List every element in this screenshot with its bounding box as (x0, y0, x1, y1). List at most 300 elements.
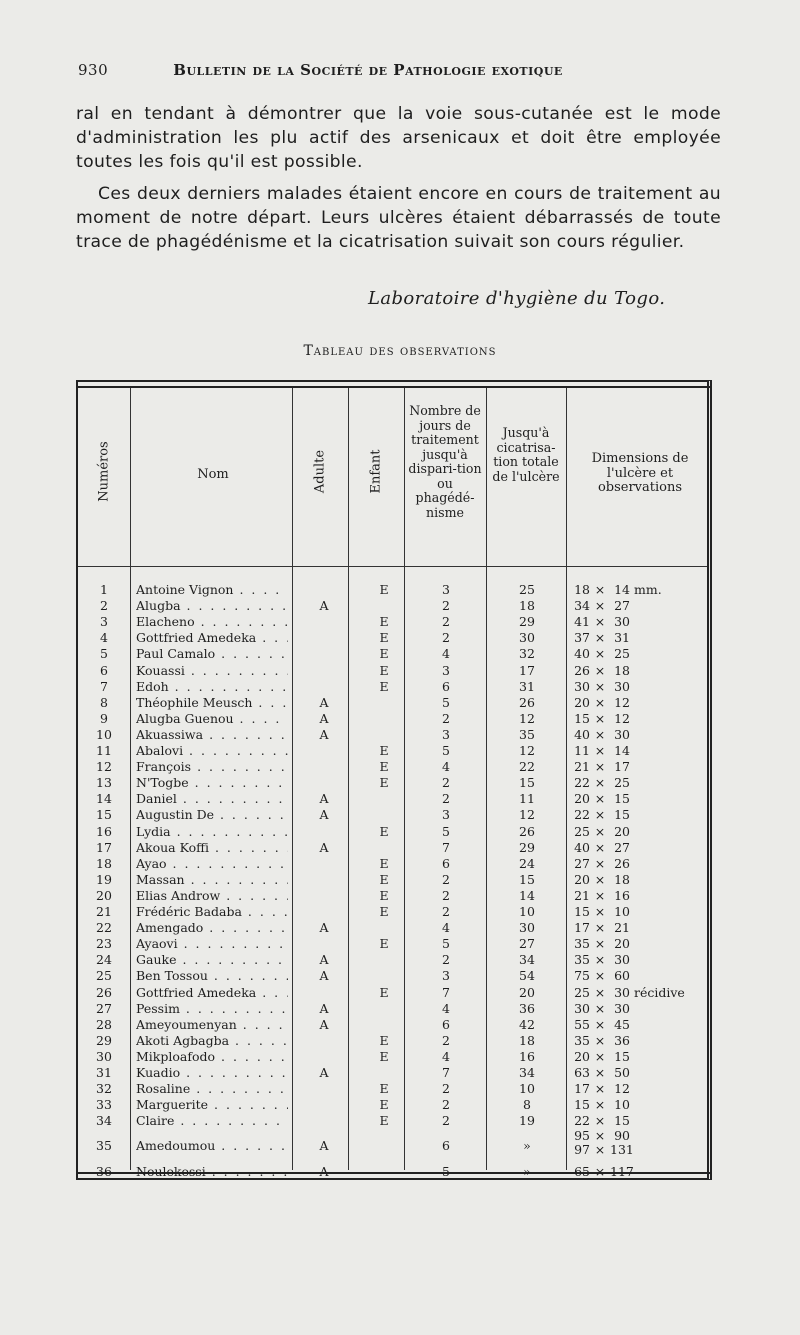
healing-days: 15 (519, 871, 535, 887)
times-sign: × (594, 1142, 606, 1158)
table-row (78, 888, 710, 904)
dim-width: 65 (574, 1163, 590, 1179)
adult-mark: A (319, 791, 329, 807)
times-sign: × (594, 662, 606, 678)
dim-width: 37 (574, 630, 590, 646)
healing-days: 10 (519, 904, 535, 919)
dim-height: 27 (614, 839, 630, 855)
row-number: 23 (96, 936, 112, 952)
dim-width: 18 (574, 582, 590, 597)
times-sign: × (594, 759, 606, 775)
times-sign: × (594, 1163, 606, 1179)
treatment-days: 4 (442, 920, 450, 936)
dim-height: 27 (614, 598, 630, 614)
dim-height: 20 (614, 936, 630, 952)
row-number: 1 (100, 582, 108, 597)
patient-name: Noulekessi . . . (136, 1164, 288, 1179)
row-number: 11 (96, 743, 112, 758)
treatment-days: 5 (442, 1163, 450, 1179)
dim-width: 22 (574, 1113, 590, 1129)
dim-width: 20 (574, 1048, 590, 1064)
table-row (78, 791, 710, 807)
dim-height: 90 (614, 1128, 630, 1144)
patient-name: Daniel . . . (136, 791, 288, 806)
child-mark: E (379, 759, 389, 775)
treatment-days: 2 (442, 1097, 450, 1113)
healing-days: 30 (519, 920, 535, 936)
dim-height: 12 (614, 694, 630, 710)
header-rule (78, 566, 707, 567)
dim-height: 30 (614, 1000, 630, 1016)
child-mark: E (379, 936, 389, 952)
table-row (78, 1113, 710, 1129)
adult-mark: A (319, 1138, 329, 1154)
treatment-days: 7 (442, 1065, 450, 1080)
adult-mark: A (319, 726, 329, 742)
times-sign: × (594, 694, 606, 710)
adult-mark: A (319, 1000, 329, 1016)
healing-days: 26 (519, 823, 535, 839)
table-row (78, 727, 710, 743)
dim-width: 26 (574, 662, 590, 678)
patient-name: Ameyoumenyan . . . (136, 1017, 288, 1032)
paragraph-2: Ces deux derniers malades étaient encore en cours de traitement au moment de notre départ. Leurs ulcères étaient débarrassés de toute trace de phagédénisme et la cicatrisation suivait son cours régulier. (76, 184, 721, 252)
healing-days: 30 (519, 630, 535, 646)
treatment-days: 2 (442, 598, 450, 614)
adult-mark: A (319, 710, 329, 726)
dim-height: 30 (614, 726, 630, 742)
dim-height: 21 (614, 920, 630, 936)
times-sign: × (594, 920, 606, 936)
treatment-days: 5 (442, 694, 450, 710)
dim-width: 15 (574, 1097, 590, 1113)
patient-name: Akoua Koffi . . . (136, 840, 288, 855)
treatment-days: 3 (442, 968, 450, 984)
healing-days: 54 (519, 968, 535, 984)
patient-name: Lydia . . . (136, 824, 288, 839)
ulcer-dimensions (570, 614, 710, 629)
ulcer-dimensions (570, 1017, 710, 1032)
ulcer-dimensions (570, 743, 710, 758)
ulcer-dimensions (570, 695, 710, 710)
healing-days: 17 (519, 662, 535, 678)
table-row (78, 759, 710, 775)
dim-width: 41 (574, 614, 590, 630)
row-number: 9 (100, 710, 108, 726)
times-sign: × (594, 952, 606, 968)
dim-height: 30 (614, 984, 630, 1000)
treatment-days: 5 (442, 743, 450, 758)
treatment-days: 2 (442, 775, 450, 791)
treatment-days: 2 (442, 791, 450, 807)
patient-name: Kouassi . . . (136, 663, 288, 678)
times-sign: × (594, 855, 606, 871)
child-mark: E (379, 855, 389, 871)
ulcer-dimensions (570, 1001, 710, 1016)
times-sign: × (594, 1032, 606, 1048)
row-number: 29 (96, 1032, 112, 1048)
times-sign: × (594, 582, 606, 597)
row-number: 15 (96, 807, 112, 823)
patient-name: Massan . . . (136, 872, 288, 887)
dim-width: 30 (574, 678, 590, 694)
table-row (78, 872, 710, 888)
dim-height: 15 (614, 1048, 630, 1064)
healing-days: 11 (519, 791, 535, 807)
treatment-days: 2 (442, 710, 450, 726)
times-sign: × (594, 968, 606, 984)
dim-height: 30 (614, 952, 630, 968)
child-mark: E (379, 582, 389, 597)
dim-width: 40 (574, 726, 590, 742)
dim-width: 20 (574, 694, 590, 710)
times-sign: × (594, 807, 606, 823)
dim-width: 21 (574, 759, 590, 775)
table-row (78, 1049, 710, 1065)
table-top-rule (76, 386, 712, 388)
ulcer-dimensions (570, 727, 710, 742)
child-mark: E (379, 904, 389, 919)
ulcer-dimensions (570, 872, 710, 887)
times-sign: × (594, 743, 606, 758)
adult-mark: A (319, 1163, 329, 1179)
treatment-days: 2 (442, 630, 450, 646)
ulcer-dimensions (570, 888, 710, 903)
adult-mark: A (319, 1065, 329, 1080)
table-row (78, 582, 710, 598)
table-row (78, 968, 710, 984)
treatment-days: 2 (442, 871, 450, 887)
treatment-days: 4 (442, 1000, 450, 1016)
row-number: 36 (96, 1163, 112, 1179)
treatment-days: 4 (442, 759, 450, 775)
header-nombre-jours: Nombre de jours de traitement jusqu'à dispari-tion ou phagédé-nisme (408, 403, 482, 520)
row-number: 33 (96, 1097, 112, 1113)
ulcer-dimensions (570, 1065, 710, 1080)
row-number: 10 (96, 726, 112, 742)
times-sign: × (594, 1016, 606, 1032)
ulcer-dimensions (570, 711, 710, 726)
adult-mark: A (319, 694, 329, 710)
times-sign: × (594, 871, 606, 887)
child-mark: E (379, 743, 389, 758)
dim-width: 20 (574, 871, 590, 887)
treatment-days: 2 (442, 904, 450, 919)
row-number: 35 (96, 1138, 112, 1154)
child-mark: E (379, 1097, 389, 1113)
healing-days: 19 (519, 1113, 535, 1129)
child-mark: E (379, 1113, 389, 1129)
header-cicatrisation: Jusqu'à cicatrisa-tion totale de l'ulcère (492, 425, 560, 484)
ulcer-dimensions (570, 840, 710, 855)
dim-width: 22 (574, 775, 590, 791)
dim-width: 17 (574, 1081, 590, 1097)
patient-name: Gauke . . . (136, 952, 288, 967)
ulcer-dimensions (570, 646, 710, 661)
row-number: 26 (96, 984, 112, 1000)
ulcer-dimensions (570, 1049, 710, 1064)
row-number: 14 (96, 791, 112, 807)
dim-height: 15 (614, 791, 630, 807)
patient-name: Ayaovi . . . (136, 936, 288, 951)
table-row (78, 952, 710, 968)
treatment-days: 4 (442, 1048, 450, 1064)
dim-height-second: 131 (610, 1142, 634, 1158)
dim-width: 15 (574, 904, 590, 919)
dim-width: 35 (574, 936, 590, 952)
dim-width: 27 (574, 855, 590, 871)
patient-name: Antoine Vignon . . . (136, 582, 288, 597)
table-row (78, 646, 710, 662)
dim-width: 35 (574, 1032, 590, 1048)
healing-days: » (523, 1163, 531, 1179)
dim-height: 14 (614, 582, 630, 597)
row-number: 25 (96, 968, 112, 984)
adult-mark: A (319, 807, 329, 823)
patient-name: Gottfried Amedeka . . . (136, 985, 288, 1000)
row-number: 28 (96, 1016, 112, 1032)
patient-name: Edoh . . . (136, 679, 288, 694)
dim-width: 55 (574, 1016, 590, 1032)
row-number: 20 (96, 887, 112, 903)
times-sign: × (594, 1065, 606, 1080)
healing-days: 26 (519, 694, 535, 710)
healing-days: 22 (519, 759, 535, 775)
ulcer-dimensions (570, 775, 710, 790)
table-row (78, 598, 710, 614)
healing-days: 31 (519, 678, 535, 694)
patient-name: Alugba . . . (136, 598, 288, 613)
ulcer-dimensions (570, 856, 710, 871)
patient-name: Ben Tossou . . . (136, 968, 288, 983)
dim-width: 95 (574, 1128, 590, 1144)
dim-height: 25 (614, 646, 630, 662)
table-row (78, 711, 710, 727)
patient-name: N'Togbe . . . (136, 775, 288, 790)
healing-days: 27 (519, 936, 535, 952)
patient-name: Ayao . . . (136, 856, 288, 871)
healing-days: 36 (519, 1000, 535, 1016)
child-mark: E (379, 823, 389, 839)
patient-name: Elacheno . . . (136, 614, 288, 629)
table-row (78, 663, 710, 679)
patient-name: Frédéric Badaba . . . (136, 904, 288, 919)
ulcer-dimensions (570, 807, 710, 822)
ulcer-dimensions (570, 630, 710, 645)
times-sign: × (594, 887, 606, 903)
dim-height: 20 (614, 823, 630, 839)
row-number: 21 (96, 904, 112, 919)
treatment-days: 6 (442, 678, 450, 694)
dim-height: 10 (614, 1097, 630, 1113)
ulcer-dimensions (570, 598, 710, 613)
row-number: 27 (96, 1000, 112, 1016)
header-numeros: Numéros (96, 441, 112, 502)
healing-days: 29 (519, 614, 535, 630)
treatment-days: 3 (442, 662, 450, 678)
treatment-days: 3 (442, 582, 450, 597)
table-row (78, 856, 710, 872)
patient-name: Amengado . . . (136, 920, 288, 935)
header-enfant: Enfant (368, 449, 384, 494)
child-mark: E (379, 1032, 389, 1048)
dim-width: 15 (574, 710, 590, 726)
treatment-days: 7 (442, 984, 450, 1000)
treatment-days: 2 (442, 952, 450, 968)
table-row (78, 1128, 710, 1158)
paragraph-1: ral en tendant à démontrer que la voie sous-cutanée est le mode d'administration les plu actif des arsenicaux et doit être employée toutes les fois qu'il est possible. (76, 104, 721, 172)
patient-name: Abalovi . . . (136, 743, 288, 758)
row-number: 32 (96, 1081, 112, 1097)
dim-height: 25 (614, 775, 630, 791)
dim-height: 26 (614, 855, 630, 871)
healing-days: 8 (523, 1097, 531, 1113)
ulcer-dimensions (570, 582, 710, 597)
table-row (78, 775, 710, 791)
ulcer-dimensions (570, 985, 710, 1000)
child-mark: E (379, 678, 389, 694)
treatment-days: 6 (442, 1138, 450, 1154)
row-number: 2 (100, 598, 108, 614)
dim-height: 18 (614, 662, 630, 678)
table-row (78, 824, 710, 840)
ulcer-dimensions (570, 679, 710, 694)
observation-note: mm. (634, 582, 662, 597)
patient-name: Paul Camalo . . . (136, 646, 288, 661)
header-nom: Nom (197, 467, 229, 482)
dim-width: 30 (574, 1000, 590, 1016)
dim-width: 75 (574, 968, 590, 984)
times-sign: × (594, 1113, 606, 1129)
table-row (78, 614, 710, 630)
patient-name: Gottfried Amedeka . . . (136, 630, 288, 645)
child-mark: E (379, 1081, 389, 1097)
healing-days: 18 (519, 598, 535, 614)
dim-height: 15 (614, 1113, 630, 1129)
treatment-days: 5 (442, 936, 450, 952)
dim-height: 18 (614, 871, 630, 887)
row-number: 12 (96, 759, 112, 775)
row-number: 34 (96, 1113, 112, 1129)
dim-height: 12 (614, 1081, 630, 1097)
ulcer-dimensions (570, 936, 710, 951)
journal-title: Bulletin de la Société de Pathologie exotique (173, 61, 563, 79)
times-sign: × (594, 1128, 606, 1144)
patient-name: François . . . (136, 759, 288, 774)
table-row (78, 985, 710, 1001)
header-adulte: Adulte (312, 449, 328, 494)
treatment-days: 2 (442, 1032, 450, 1048)
healing-days: » (523, 1138, 531, 1154)
times-sign: × (594, 1097, 606, 1113)
treatment-days: 6 (442, 855, 450, 871)
child-mark: E (379, 984, 389, 1000)
table-row (78, 1081, 710, 1097)
healing-days: 16 (519, 1048, 535, 1064)
table-row (78, 1033, 710, 1049)
ulcer-dimensions (570, 1129, 710, 1157)
times-sign: × (594, 823, 606, 839)
healing-days: 12 (519, 710, 535, 726)
row-number: 22 (96, 920, 112, 936)
patient-name: Pessim . . . (136, 1001, 288, 1016)
dim-height: 10 (614, 904, 630, 919)
patient-name: Augustin De . . . (136, 807, 288, 822)
child-mark: E (379, 630, 389, 646)
ulcer-dimensions (570, 1164, 710, 1179)
dim-height: 31 (614, 630, 630, 646)
dim-width: 21 (574, 887, 590, 903)
dim-width: 25 (574, 984, 590, 1000)
table-row (78, 904, 710, 920)
adult-mark: A (319, 839, 329, 855)
adult-mark: A (319, 952, 329, 968)
dim-width: 20 (574, 791, 590, 807)
patient-name: Marguerite . . . (136, 1097, 288, 1112)
row-number: 16 (96, 823, 112, 839)
header-dimensions: Dimensions de l'ulcère et observations (591, 451, 689, 495)
patient-name: Alugba Guenou . . . (136, 711, 288, 726)
healing-days: 34 (519, 1065, 535, 1080)
row-number: 18 (96, 855, 112, 871)
dim-height: 117 (610, 1163, 634, 1179)
treatment-days: 2 (442, 887, 450, 903)
row-number: 13 (96, 775, 112, 791)
ulcer-dimensions (570, 952, 710, 967)
healing-days: 35 (519, 726, 535, 742)
row-number: 7 (100, 678, 108, 694)
ulcer-dimensions (570, 824, 710, 839)
row-number: 4 (100, 630, 108, 646)
dim-width: 40 (574, 646, 590, 662)
patient-name: Elias Androw . . . (136, 888, 288, 903)
healing-days: 12 (519, 743, 535, 758)
ulcer-dimensions (570, 904, 710, 919)
table-row (78, 679, 710, 695)
row-number: 24 (96, 952, 112, 968)
healing-days: 42 (519, 1016, 535, 1032)
dim-width: 25 (574, 823, 590, 839)
patient-name: Mikploafodo . . . (136, 1049, 288, 1064)
ulcer-dimensions (570, 1081, 710, 1096)
healing-days: 18 (519, 1032, 535, 1048)
dim-height: 45 (614, 1016, 630, 1032)
treatment-days: 5 (442, 823, 450, 839)
treatment-days: 3 (442, 807, 450, 823)
times-sign: × (594, 710, 606, 726)
dim-width: 17 (574, 920, 590, 936)
table-row (78, 936, 710, 952)
times-sign: × (594, 984, 606, 1000)
adult-mark: A (319, 1016, 329, 1032)
adult-mark: A (319, 920, 329, 936)
table-row (78, 1001, 710, 1017)
healing-days: 25 (519, 582, 535, 597)
table-row (78, 840, 710, 856)
observations-table (76, 380, 712, 1180)
ulcer-dimensions (570, 968, 710, 983)
ulcer-dimensions (570, 1113, 710, 1128)
observation-note: récidive (634, 984, 685, 1000)
adult-mark: A (319, 598, 329, 614)
times-sign: × (594, 1000, 606, 1016)
patient-name: Amedoumou . . . (136, 1138, 288, 1153)
dim-height: 17 (614, 759, 630, 775)
times-sign: × (594, 839, 606, 855)
running-header (78, 61, 678, 79)
dim-width: 40 (574, 839, 590, 855)
child-mark: E (379, 887, 389, 903)
